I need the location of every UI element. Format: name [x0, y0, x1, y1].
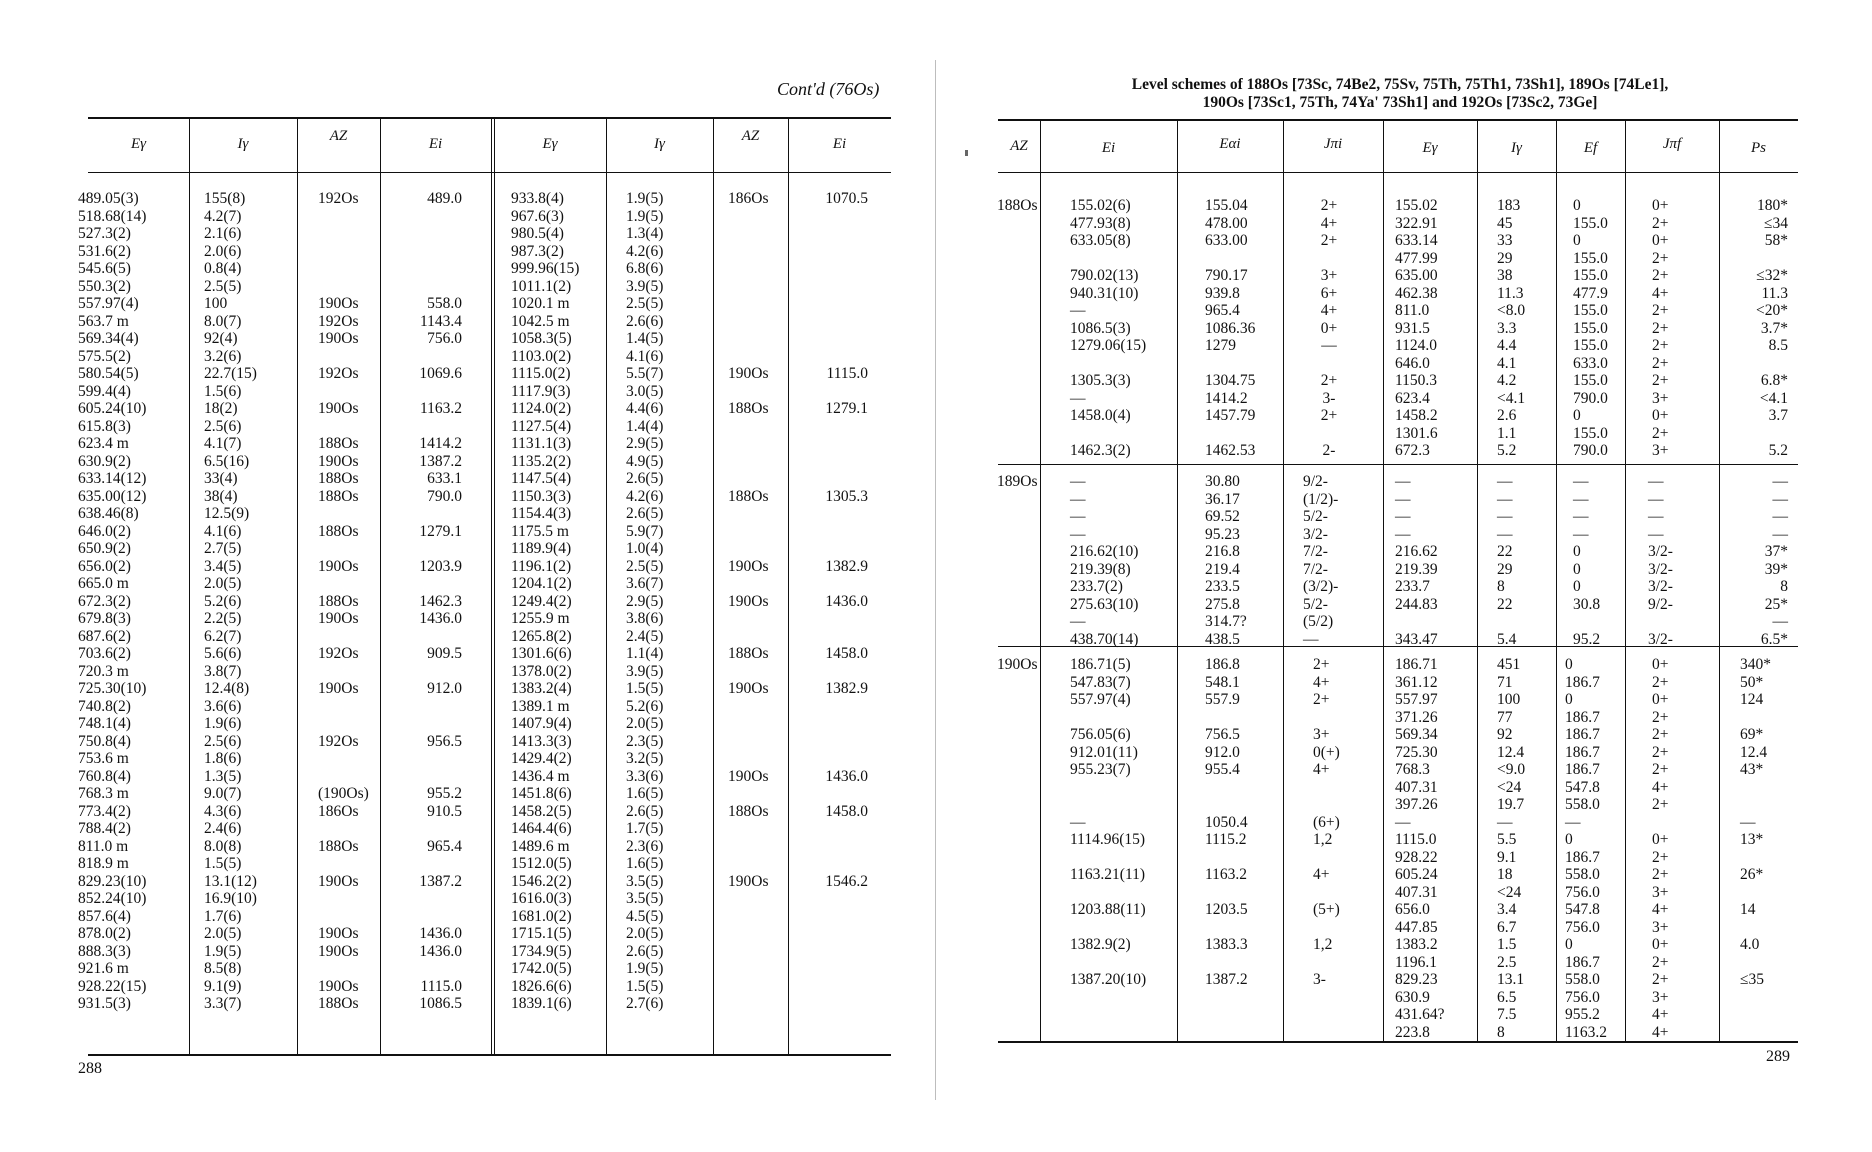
section-188-e-gamma: 155.02 322.91 633.14 477.99 635.00 462.38 811.0 931.5 1124.0 646.0 1150.3 623.4 1458.2 1301.6 672.3 — [1395, 197, 1438, 459]
section-190-i-gamma: 451 71 100 77 92 12.4 <9.0 <24 19.7 — 5.5 9.1 18 <24 3.4 6.7 1.5 2.5 13.1 6.5 7.5 8 — [1497, 656, 1526, 1041]
left-page-number: 288 — [78, 1060, 102, 1077]
left-col-e-gamma-1: 489.05(3) 518.68(14) 527.3(2) 531.6(2) 545.6(5) 550.3(2) 557.97(4) 563.7 m 569.34(4) 575.5(2) 580.54(5) 599.4(4) 605.24(10) 615.8(3) 623.4 m 630.9(2) 633.14(12) 635.00(12) 638.46(8) 646.0(2) 650.9(2) 656.0(2) 665.0 m 672.3(2) 679.8(3) 687.6(2) 703.6(2) 720.3 m 725.30(10) 740.8(2) 748.1(4) 750.8(4) 753.6 m 760.8(4) 768.3 m 773.4(2) 788.4(2) 811.0 m 818.9 m 829.23(10) 852.24(10) 857.6(4) 878.0(2) 888.3(3) 921.6 m 928.22(15) 931.5(3) — [78, 190, 147, 1012]
section-188-i-gamma: 183 45 33 29 38 11.3 <8.0 3.3 4.4 4.1 4.2 <4.1 2.6 1.1 5.2 — [1497, 197, 1526, 459]
right-header-i-gamma: Iγ — [1511, 140, 1522, 156]
title-line-2: 190Os [73Sc1, 75Th, 74Ya' 73Sh1] and 192Os [73Sc2, 73Ge] — [1202, 94, 1598, 111]
section-189-ps: — — — — 37* 39* 8 25* — 6.5* — [1760, 473, 1788, 648]
left-table-bottom-rule — [88, 1054, 891, 1056]
right-header-ps: Ps — [1751, 140, 1766, 156]
right-page-number: 289 — [1766, 1048, 1790, 1065]
section-190-ef: 0 186.7 0 186.7 186.7 186.7 186.7 547.8 558.0 — 0 186.7 558.0 756.0 547.8 756.0 0 186.7 558.0 756.0 955.2 1163.2 — [1565, 656, 1608, 1041]
right-col-divider-8 — [1719, 121, 1720, 1041]
left-col-ei-1: 489.0 558.0 1143.4 756.0 1069.6 1163.2 1414.2 1387.2 633.1 790.0 1279.1 1203.9 1462.3 1436.0 909.5 912.0 956.5 955.2 910.5 965.4 1387.2 1436.0 1436.0 1115.0 1086.5 — [419, 190, 462, 1012]
section-189-ei-alpha: 30.80 36.17 69.52 95.23 216.8 219.4 233.5 275.8 314.7? 438.5 — [1205, 473, 1247, 648]
section-189-ef: — — — — 0 0 0 30.8 95.2 — [1573, 473, 1601, 648]
section-189-az: 189Os — [997, 473, 1038, 490]
section-189-ji: 9/2- (1/2)- 5/2- 3/2- 7/2- 7/2- (3/2)- 5/2- (5/2) — — [1303, 473, 1339, 648]
left-col-divider-4b — [494, 119, 495, 1054]
right-table-header-rule — [998, 172, 1798, 173]
left-col-divider-3 — [380, 119, 381, 1054]
left-col-ei-2: 1070.5 1115.0 1279.1 1305.3 1382.9 1436.0 1458.0 1382.9 1436.0 1458.0 1546.2 — [825, 190, 868, 890]
left-col-divider-4a — [491, 119, 492, 1054]
section-190-ps: 340* 50* 124 69* 12.4 43* — 13* 26* 14 4.0 ≤35 — [1740, 656, 1771, 988]
left-header-e-gamma-2: Eγ — [542, 136, 558, 152]
right-col-divider-5 — [1477, 121, 1478, 1041]
continued-header: Cont'd (76Os) — [777, 79, 880, 99]
right-header-az: AZ — [1010, 138, 1028, 154]
left-col-e-gamma-2: 933.8(4) 967.6(3) 980.5(4) 987.3(2) 999.96(15) 1011.1(2) 1020.1 m 1042.5 m 1058.3(5) 1103.0(2) 1115.0(2) 1117.9(3) 1124.0(2) 1127.5(4) 1131.1(3) 1135.2(2) 1147.5(4) 1150.3(3) 1154.4(3) 1175.5 m 1189.9(4) 1196.1(2) 1204.1(2) 1249.4(2) 1255.9 m 1265.8(2) 1301.6(6) 1378.0(2) 1383.2(4) 1389.1 m 1407.9(4) 1413.3(3) 1429.4(2) 1436.4 m 1451.8(6) 1458.2(5) 1464.4(6) 1489.6 m 1512.0(5) 1546.2(2) 1616.0(3) 1681.0(2) 1715.1(5) 1734.9(5) 1742.0(5) 1826.6(6) 1839.1(6) — [511, 190, 580, 1012]
right-table-top-rule — [998, 119, 1798, 121]
section-188-ef: 0 155.0 0 155.0 155.0 477.9 155.0 155.0 155.0 633.0 155.0 790.0 0 155.0 790.0 — [1573, 197, 1608, 459]
right-col-divider-7 — [1625, 121, 1626, 1041]
section-190-ei-alpha: 186.8 548.1 557.9 756.5 912.0 955.4 1050.4 1115.2 1163.2 1203.5 1383.3 1387.2 — [1205, 656, 1248, 988]
left-col-i-gamma-2: 1.9(5) 1.9(5) 1.3(4) 4.2(6) 6.8(6) 3.9(5) 2.5(5) 2.6(6) 1.4(5) 4.1(6) 5.5(7) 3.0(5) 4.4(6) 1.4(4) 2.9(5) 4.9(5) 2.6(5) 4.2(6) 2.6(5) 5.9(7) 1.0(4) 2.5(5) 3.6(7) 2.9(5) 3.8(6) 2.4(5) 1.1(4) 3.9(5) 1.5(5) 5.2(6) 2.0(5) 2.3(5) 3.2(5) 3.3(6) 1.6(5) 2.6(5) 1.7(5) 2.3(6) 1.6(5) 3.5(5) 3.5(5) 4.5(5) 2.0(5) 2.6(5) 1.9(5) 1.5(5) 2.7(6) — [626, 190, 664, 1012]
left-header-e-gamma-1: Eγ — [130, 136, 147, 152]
left-table-top-rule — [88, 117, 891, 119]
left-header-i-gamma-1: Iγ — [237, 136, 249, 152]
left-col-az-1: 192Os 190Os 192Os 190Os 192Os 190Os 188Os 190Os 188Os 188Os 188Os 190Os 188Os 190Os 192Os 190Os 192Os (190Os) 186Os 188Os 190Os 190Os 190Os 190Os 188Os — [318, 190, 369, 1012]
section-189-i-gamma: — — — — 22 29 8 22 5.4 — [1497, 473, 1517, 648]
section-190-e-gamma: 186.71 361.12 557.97 371.26 569.34 725.30 768.3 407.31 397.26 — 1115.0 928.22 605.24 407.31 656.0 447.85 1383.2 1196.1 829.23 630.9 431.64? 223.8 — [1395, 656, 1445, 1041]
right-header-ef: Ef — [1583, 140, 1598, 156]
left-col-divider-7 — [788, 119, 789, 1054]
section-190-az: 190Os — [997, 656, 1038, 673]
level-schemes-title — [1000, 76, 1800, 112]
left-table-header-rule — [88, 172, 891, 173]
left-col-i-gamma-1: 155(8) 4.2(7) 2.1(6) 2.0(6) 0.8(4) 2.5(5) 100 8.0(7) 92(4) 3.2(6) 22.7(15) 1.5(6) 18(2) 2.5(6) 4.1(7) 6.5(16) 33(4) 38(4) 12.5(9) 4.1(6) 2.7(5) 3.4(5) 2.0(5) 5.2(6) 2.2(5) 6.2(7) 5.6(6) 3.8(7) 12.4(8) 3.6(6) 1.9(6) 2.5(6) 1.8(6) 1.3(5) 9.0(7) 4.3(6) 2.4(6) 8.0(8) 1.5(5) 13.1(12) 16.9(10) 1.7(6) 2.0(5) 1.9(5) 8.5(8) 9.1(9) 3.3(7) — [204, 190, 257, 1012]
left-header-i-gamma-2: Iγ — [654, 136, 665, 152]
right-col-divider-3 — [1283, 121, 1284, 1041]
section-190-ei: 186.71(5) 547.83(7) 557.97(4) 756.05(6) 912.01(11) 955.23(7) — 1114.96(15) 1163.21(11) 1203.88(11) 1382.9(2) 1387.20(10) — [1070, 656, 1147, 988]
section-188-ei: 155.02(6) 477.93(8) 633.05(8) 790.02(13) 940.31(10) — 1086.5(3) 1279.06(15) 1305.3(3) — 1458.0(4) 1462.3(2) — [1070, 197, 1147, 459]
section-188-az: 188Os — [997, 197, 1038, 214]
right-table-bottom-rule — [998, 1041, 1798, 1043]
right-section-rule-1 — [998, 464, 1798, 465]
section-188-ji: 2+ 4+ 2+ 3+ 6+ 4+ 0+ — 2+ 3- 2+ 2- — [1320, 197, 1338, 459]
left-col-divider-6 — [713, 119, 714, 1054]
left-col-divider-5 — [606, 119, 607, 1054]
section-190-ji: 2+ 4+ 2+ 3+ 0(+) 4+ (6+) 1,2 4+ (5+) 1,2 3- — [1313, 656, 1340, 988]
left-col-divider-1 — [189, 119, 190, 1054]
right-header-ji: Jπi — [1323, 136, 1343, 152]
left-col-divider-2 — [297, 119, 298, 1054]
title-line-1: Level schemes of 188Os [73Sc, 74Be2, 75Sv, 75Th, 75Th1, 73Sh1], 189Os [74Le1], — [1131, 76, 1669, 93]
gutter-mark — [965, 150, 968, 156]
right-col-divider-4 — [1383, 121, 1384, 1041]
section-190-jf: 0+ 2+ 0+ 2+ 2+ 2+ 2+ 4+ 2+ 0+ 2+ 2+ 3+ 4+ 3+ 0+ 2+ 2+ 3+ 4+ 4+ — [1652, 656, 1669, 1041]
left-header-az-2: AZ — [741, 128, 760, 144]
section-189-jf: — — — — 3/2- 3/2- 3/2- 9/2- 3/2- — [1648, 473, 1673, 648]
left-header-ei-2: Ei — [832, 136, 847, 152]
right-col-divider-2 — [1177, 121, 1178, 1041]
right-col-divider-1 — [1040, 121, 1041, 1041]
left-header-ei-1: Ei — [428, 136, 443, 152]
section-188-jf: 0+ 2+ 0+ 2+ 2+ 4+ 2+ 2+ 2+ 2+ 2+ 3+ 0+ 2+ 3+ — [1652, 197, 1669, 459]
left-header-az-1: AZ — [329, 128, 348, 144]
right-header-ei: Ei — [1101, 140, 1116, 156]
right-col-divider-6 — [1556, 121, 1557, 1041]
right-header-e-gamma: Eγ — [1422, 140, 1438, 156]
section-188-ei-alpha: 155.04 478.00 633.00 790.17 939.8 965.4 1086.36 1279 1304.75 1414.2 1457.79 1462.53 — [1205, 197, 1256, 459]
section-189-e-gamma: — — — — 216.62 219.39 233.7 244.83 343.47 — [1395, 473, 1438, 648]
left-col-az-2: 186Os 190Os 188Os 188Os 190Os 190Os 188Os 190Os 190Os 188Os 190Os — [728, 190, 769, 890]
section-188-ps: 180* ≤34 58* ≤32* 11.3 <20* 3.7* 8.5 6.8* <4.1 3.7 5.2 — [1756, 197, 1788, 459]
page-gutter — [935, 60, 936, 1100]
section-189-ei: — — — — 216.62(10) 219.39(8) 233.7(2) 275.63(10) — 438.70(14) — [1070, 473, 1139, 648]
right-header-ei-alpha: Eαi — [1219, 136, 1241, 152]
right-header-jf: Jπf — [1662, 136, 1682, 152]
